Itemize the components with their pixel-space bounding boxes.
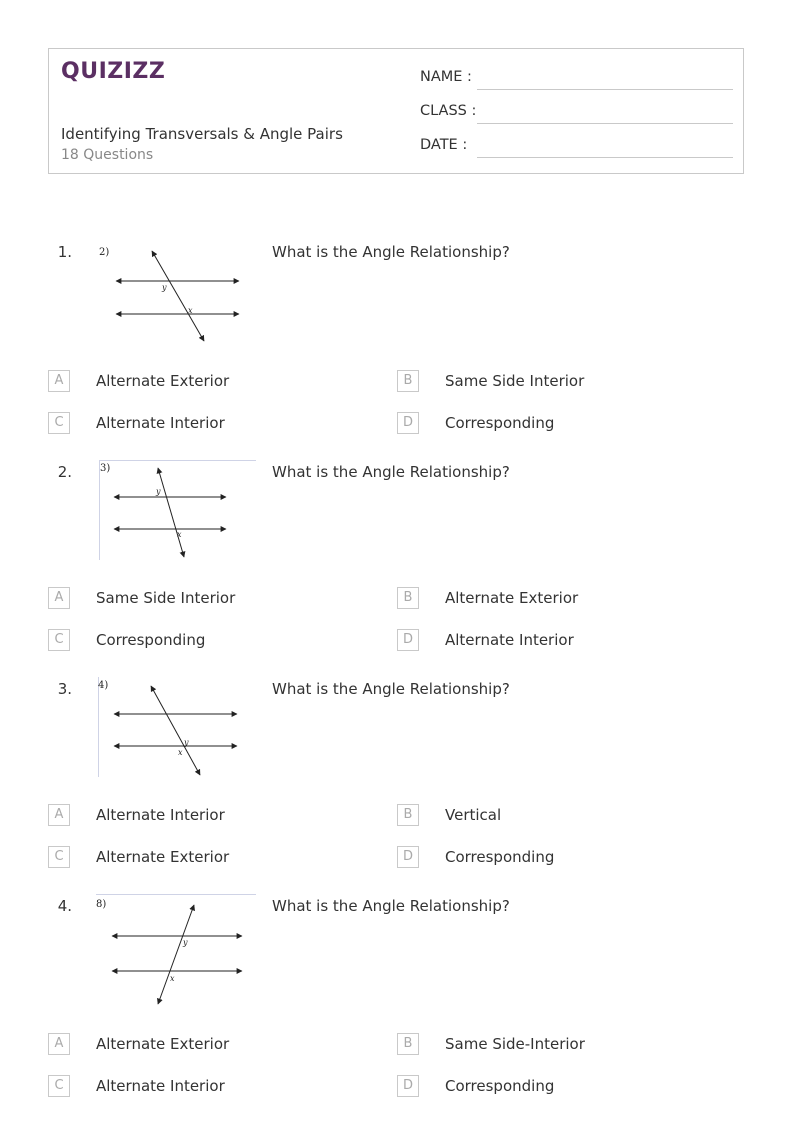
option-b-text[interactable]: Vertical (445, 806, 502, 824)
option-a-box[interactable]: A (48, 370, 70, 392)
option-a-text[interactable]: Alternate Exterior (96, 1035, 230, 1053)
option-b-box[interactable]: B (397, 1033, 419, 1055)
date-label: DATE : (420, 137, 468, 153)
option-d-box[interactable]: D (397, 629, 419, 651)
option-c-text[interactable]: Alternate Interior (96, 1077, 225, 1095)
option-b-text[interactable]: Same Side-Interior (445, 1035, 585, 1053)
option-a-box[interactable]: A (48, 804, 70, 826)
question-text: What is the Angle Relationship? (272, 897, 510, 915)
option-a-box[interactable]: A (48, 1033, 70, 1055)
name-label: NAME : (420, 69, 472, 85)
question-text: What is the Angle Relationship? (272, 243, 510, 261)
name-field[interactable] (477, 89, 733, 90)
option-a-box[interactable]: A (48, 587, 70, 609)
worksheet-header (48, 48, 744, 174)
class-field[interactable] (477, 123, 733, 124)
option-c-text[interactable]: Corresponding (96, 631, 206, 649)
angle-var-x: x (177, 530, 182, 539)
figure-label: 3) (100, 463, 111, 474)
option-c-box[interactable]: C (48, 629, 70, 651)
worksheet-title: Identifying Transversals & Angle Pairs (61, 125, 343, 143)
option-b-box[interactable]: B (397, 804, 419, 826)
transversal-figure (96, 677, 256, 779)
figure-label: 4) (98, 680, 109, 691)
option-c-text[interactable]: Alternate Interior (96, 414, 225, 432)
option-d-box[interactable]: D (397, 846, 419, 868)
date-field[interactable] (477, 157, 733, 158)
option-a-text[interactable]: Alternate Exterior (96, 372, 230, 390)
option-a-text[interactable]: Same Side Interior (96, 589, 236, 607)
question-number: 2. (57, 463, 72, 481)
transversal-figure (96, 240, 256, 346)
option-d-text[interactable]: Corresponding (445, 1077, 555, 1095)
figure-label: 8) (96, 899, 107, 910)
option-d-text[interactable]: Corresponding (445, 414, 555, 432)
angle-var-y: y (162, 283, 167, 292)
option-c-box[interactable]: C (48, 846, 70, 868)
question-number: 4. (57, 897, 72, 915)
question-number: 3. (57, 680, 72, 698)
option-c-box[interactable]: C (48, 1075, 70, 1097)
figure-label: 2) (99, 247, 110, 258)
question-text: What is the Angle Relationship? (272, 463, 510, 481)
option-d-box[interactable]: D (397, 412, 419, 434)
option-d-text[interactable]: Alternate Interior (445, 631, 574, 649)
question-text: What is the Angle Relationship? (272, 680, 510, 698)
option-c-text[interactable]: Alternate Exterior (96, 848, 230, 866)
option-d-text[interactable]: Corresponding (445, 848, 555, 866)
option-b-text[interactable]: Same Side Interior (445, 372, 585, 390)
transversal-figure (96, 894, 256, 1008)
angle-var-x: x (178, 748, 183, 757)
class-label: CLASS : (420, 103, 477, 119)
angle-var-y: y (183, 938, 188, 947)
option-b-text[interactable]: Alternate Exterior (445, 589, 579, 607)
option-b-box[interactable]: B (397, 370, 419, 392)
angle-var-x: x (170, 974, 175, 983)
option-a-text[interactable]: Alternate Interior (96, 806, 225, 824)
question-count: 18 Questions (61, 147, 154, 163)
angle-var-x: x (188, 306, 193, 315)
option-c-box[interactable]: C (48, 412, 70, 434)
question-number: 1. (57, 243, 72, 261)
quizizz-logo: QUIZIZZ (61, 59, 166, 84)
transversal-figure (96, 460, 256, 562)
option-d-box[interactable]: D (397, 1075, 419, 1097)
option-b-box[interactable]: B (397, 587, 419, 609)
angle-var-y: y (184, 738, 189, 747)
angle-var-y: y (156, 487, 161, 496)
